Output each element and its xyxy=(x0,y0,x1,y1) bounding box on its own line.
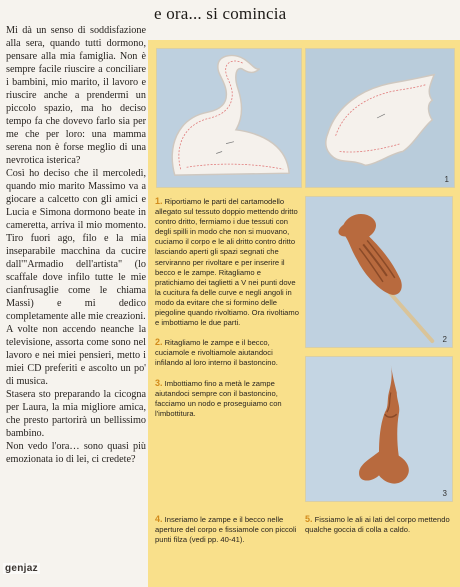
step-4 xyxy=(155,514,301,545)
stuffed-body-icon xyxy=(306,357,452,501)
prose-column xyxy=(6,24,146,580)
photo-number: 1 xyxy=(444,175,449,184)
stuffed-body-photo xyxy=(305,356,453,502)
prose-paragraph: Mi dà un senso di soddisfazione alla sera, quando tutti dormono, pensare alla mia famiglia. Non è sempre facile riuscire a conciliare i bambini, mio marito, il lavoro e riuscire anche a prendermi un piccolo spazio, ma ho deciso tempo fa che dovevo farlo sia per me che per loro: una mamma serena non è forse meglio di una nevrotica isterica? xyxy=(6,25,146,166)
step-number: 4. xyxy=(155,514,163,524)
step-number: 2. xyxy=(155,337,163,348)
stuffing-photo xyxy=(305,196,453,348)
prose-paragraph: Non vedo l'ora… sono quasi più emozionata io di lei, ci credete? xyxy=(6,441,146,465)
step-text: Inseriamo le zampe e il becco nelle aperture del corpo e fissiamole con piccoli punti filza (vedi pp. 40-41). xyxy=(155,515,297,544)
watermark: genjaz xyxy=(5,563,38,574)
step-5 xyxy=(305,514,455,535)
step-text: Imbottiamo fino a metà le zampe aiutandoci sempre con il bastoncino, facciamo un nodo e proseguiamo con l'imbottitura. xyxy=(155,378,282,418)
steps-list xyxy=(155,196,299,428)
swan-fabric-icon xyxy=(157,49,301,187)
stuffed-leg-icon xyxy=(306,197,452,347)
prose-paragraph: A volte non accendo neanche la televisione, assorta come sono nel lavoro e nei miei pensieri, metto i miei CD preferiti e ascolto un po' di musica. xyxy=(6,324,146,387)
swan-pattern-photo xyxy=(156,48,302,188)
wing-fabric-icon xyxy=(306,49,454,187)
step-1 xyxy=(155,196,299,328)
step-2 xyxy=(155,337,299,368)
step-text: Ritagliamo le zampe e il becco, cuciamole e rivoltiamole aiutandoci infilando al loro interno il bastoncino. xyxy=(155,338,278,368)
step-text: Fissiamo le ali ai lati del corpo mettendo qualche goccia di colla a caldo. xyxy=(305,515,450,534)
photo-number: 2 xyxy=(442,335,447,344)
step-text: Riportiamo le parti del cartamodello allegato sul tessuto doppio mettendo dritto contro dritto, fermiamo i due tessuti con degli spilli in modo che non si muovano, cuciamo il corpo e le ali dritto contro dritto lasciando aperti gli spazi segnati che serviranno per rivoltare e per inserire il becco e le zampe. Ritagliamo e pratichiamo dei taglietti a V nei punti dove la cucitura fa delle curve e negli angoli in modo da evitare che si formino delle piegoline quando rivoltiamo. Ora rivoltiamo e imbottiamo le due parti. xyxy=(155,197,299,328)
step-number: 1. xyxy=(155,196,163,206)
step-3 xyxy=(155,378,299,419)
step-number: 3. xyxy=(155,377,163,388)
photo-number: 3 xyxy=(442,489,447,498)
step-number: 5. xyxy=(305,514,313,524)
prose-paragraph: Stasera sto preparando la cicogna per Laura, la mia migliore amica, che presto partorirà un bellissimo bambino. xyxy=(6,389,146,439)
page-title: e ora... si comincia xyxy=(154,4,287,23)
wing-pattern-photo xyxy=(305,48,455,188)
prose-paragraph: Così ho deciso che il mercoledì, quando mio marito Massimo va a giocare a calcetto con gli amici e Lucia e Simona dormono beate in cameretta, arriva il mio momento. Tiro fuori ago, filo e la mia inseparabile macchina da cucire dall'"Armadio dell'artista" (lo scaffale dove infilo tutte le mie cianfrusaglie come le chiama Massi) e mi dedico completamente alle mie creazioni. xyxy=(6,168,146,322)
